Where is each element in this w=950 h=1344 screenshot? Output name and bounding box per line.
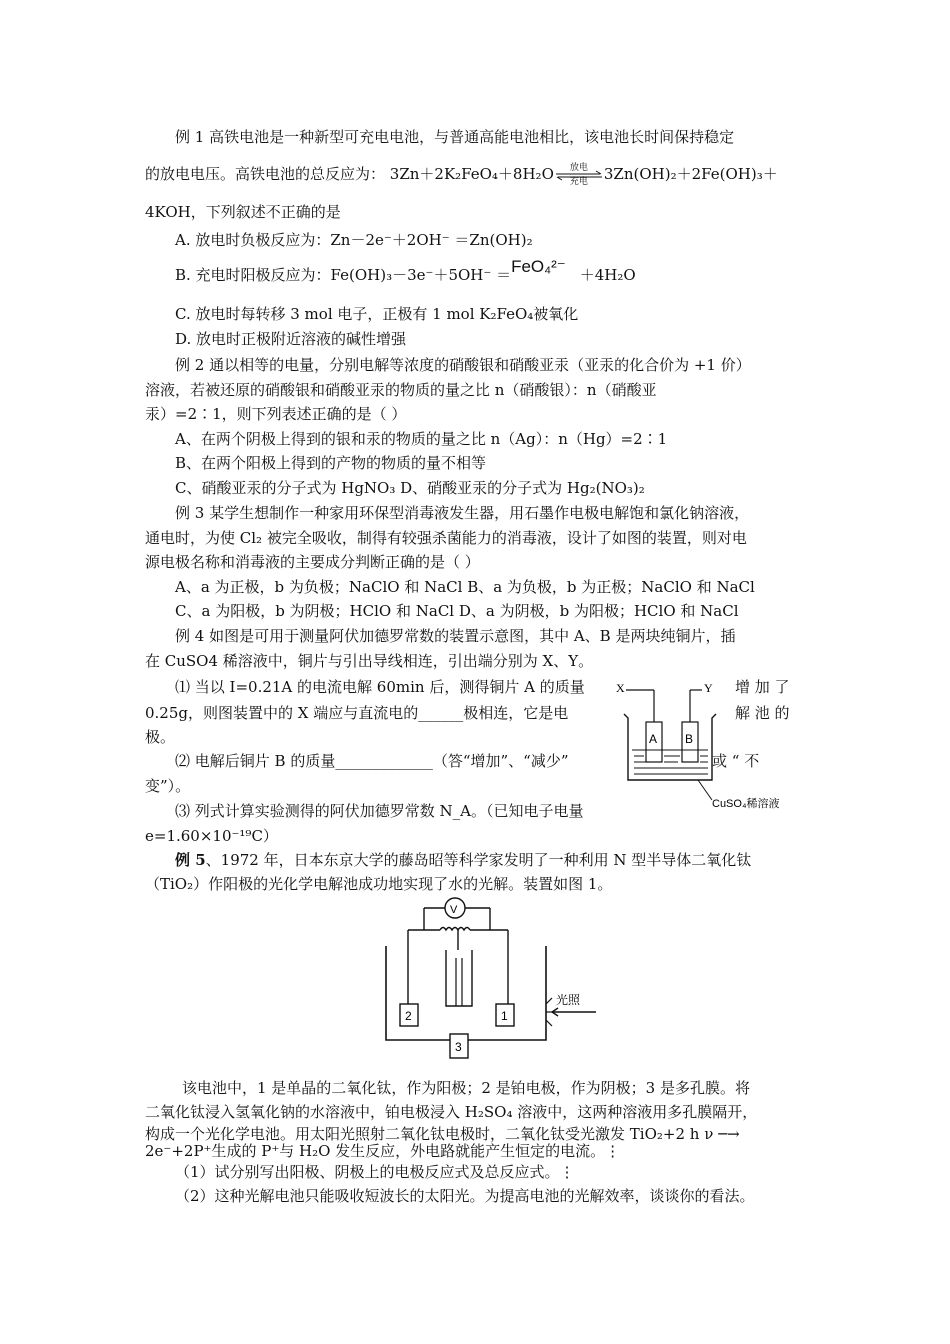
ex1-option-c: C. 放电时每转移 3 mol 电子，正极有 1 mol K₂FeO₄被氧化 <box>175 305 579 323</box>
ex3-option-cd: C、a 为阳极，b 为阴极；HClO 和 NaCl D、a 为阴极，b 为阳极；HClO 和 NaCl <box>175 602 739 620</box>
ex5-question-1: （1）试分别写出阳极、阴极上的电极反应式及总反应式。⋮ <box>175 1163 575 1181</box>
solution-label: CuSO₄稀溶液 <box>712 798 780 810</box>
ex4-q1-line1-right: 增 加 了 <box>735 678 790 696</box>
electrode-1-label: 1 <box>501 1009 508 1023</box>
ex2-option-cd: C、硝酸亚汞的分子式为 HgNO₃ D、硝酸亚汞的分子式为 Hg₂(NO₃)₂ <box>175 479 645 497</box>
ex4-q1-line2-right: 解 池 的 <box>735 704 790 722</box>
ex5-line1 <box>175 850 855 870</box>
ex1-line1: 例 1 高铁电池是一种新型可充电电池，与普通高能电池相比，该电池长时间保持稳定 <box>175 128 735 146</box>
ex5-title: 例 5 <box>175 851 206 869</box>
arrow-label-discharge: 放电 <box>569 163 588 173</box>
ex4-q2-line1: ⑵ 电解后铜片 B 的质量_____________（答“增加”、“减少” <box>175 752 569 770</box>
ex5-para-line3: 构成一个光化学电池。用太阳光照射二氧化钛电极时，二氧化钛受光激发 TiO₂+2 h ν ─→ <box>145 1125 740 1143</box>
ex1-option-b-left: B. 充电时阳极反应为：Fe(OH)₃－3e⁻＋5OH⁻ ＝ <box>175 266 512 284</box>
ex2-line3: 汞）=2∶1，则下列表述正确的是（ ） <box>145 405 407 423</box>
ex1-equation-left: 的放电电压。高铁电池的总反应为： 3Zn＋2K₂FeO₄＋8H₂O <box>145 165 554 183</box>
ex5-para-line1: 该电池中，1 是单晶的二氧化钛，作为阳极；2 是铂电极，作为阴极；3 是多孔膜。将 <box>182 1079 750 1097</box>
ex3-line1: 例 3 某学生想制作一种家用环保型消毒液发生器，用石墨作电极电解饱和氯化钠溶液， <box>175 504 750 522</box>
terminal-y-label: Y <box>704 681 713 695</box>
photoelectrochemical-cell-figure <box>380 888 600 1064</box>
ex4-line1: 例 4 如图是可用于测量阿伏加德罗常数的装置示意图，其中 A、B 是两块纯铜片，插 <box>175 627 736 645</box>
ex5-line2: （TiO₂）作阳极的光化学电解池成功地实现了水的光解。装置如图 1。 <box>145 875 613 893</box>
arrow-label-charge: 充电 <box>569 177 588 187</box>
ex4-q3-line2: e=1.60×10⁻¹⁹C） <box>145 827 278 845</box>
ex4-q1-line3: 极。 <box>145 728 176 746</box>
reversible-arrow-icon <box>554 165 604 185</box>
ex2-line1: 例 2 通以相等的电量，分别电解等浓度的硝酸银和硝酸亚汞（亚汞的化合价为 +1 价） <box>175 356 751 374</box>
voltmeter-label: V <box>450 904 458 916</box>
ex4-q3-line1: ⑶ 列式计算实验测得的阿伏加德罗常数 N_A。（已知电子电量 <box>175 802 584 820</box>
ex4-q1-line2: 0.25g，则图装置中的 X 端应与直流电的______极相连，它是电 <box>145 704 569 722</box>
plate-a-label: A <box>649 732 658 746</box>
ferrate-ion: FeO₄²⁻ <box>511 257 566 276</box>
ex1-option-a: A. 放电时负极反应为：Zn－2e⁻＋2OH⁻ ＝Zn(OH)₂ <box>175 231 533 249</box>
ex3-line3: 源电极名称和消毒液的主要成分判断正确的是（ ） <box>145 553 480 571</box>
terminal-x-label: X <box>616 681 625 695</box>
ex3-line2: 通电时，为使 Cl₂ 被完全吸收，制得有较强杀菌能力的消毒液，设计了如图的装置，则对电 <box>145 529 747 547</box>
ex1-line2 <box>145 164 825 185</box>
beaker-icon <box>624 714 716 780</box>
ex1-option-b <box>175 257 855 285</box>
ex3-option-ab: A、a 为正极，b 为负极；NaClO 和 NaCl B、a 为负极，b 为正极；NaClO 和 NaCl <box>175 578 755 596</box>
ex1-option-b-right: ＋4H₂O <box>579 266 636 284</box>
electrode-2-label: 2 <box>405 1009 412 1023</box>
membrane-3-label: 3 <box>455 1040 462 1054</box>
plate-b-label: B <box>685 732 694 746</box>
ex4-line2: 在 CuSO4 稀溶液中，铜片与引出导线相连，引出端分别为 X、Y。 <box>145 652 594 670</box>
ex5-para-line2: 二氧化钛浸入氢氧化钠的水溶液中，铂电极浸入 H₂SO₄ 溶液中，这两种溶液用多孔膜隔开， <box>145 1103 758 1121</box>
ex5-line1-text: 、1972 年，日本东京大学的藤岛昭等科学家发明了一种利用 N 型半导体二氧化钛 <box>205 851 752 869</box>
ex1-equation-right: 3Zn(OH)₂＋2Fe(OH)₃＋ <box>603 165 778 183</box>
ex4-q2-line2: 变”）。 <box>145 777 191 795</box>
ex5-question-2: （2）这种光解电池只能吸收短波长的太阳光。为提高电池的光解效率，谈谈你的看法。 <box>175 1187 755 1205</box>
ex5-para-line4: 2e⁻+2P⁺生成的 P⁺与 H₂O 发生反应，外电路就能产生恒定的电流。⋮ <box>145 1142 621 1160</box>
ex2-option-a: A、在两个阴极上得到的银和汞的物质的量之比 n（Ag）：n（Hg）=2∶1 <box>175 430 668 448</box>
ex1-line3: 4KOH，下列叙述不正确的是 <box>145 203 341 221</box>
light-label: 光照 <box>556 993 581 1007</box>
resistor-icon <box>440 928 470 931</box>
ex1-option-d: D. 放电时正极附近溶液的碱性增强 <box>175 330 407 348</box>
ex4-q2-line1-right: 或 “ 不 <box>712 752 760 770</box>
ex4-q1-line1: ⑴ 当以 I=0.21A 的电流电解 60min 后，测得铜片 A 的质量 <box>175 678 585 696</box>
ex2-line2: 溶液，若被还原的硝酸银和硝酸亚汞的物质的量之比 n（硝酸银）：n（硝酸亚 <box>145 381 657 399</box>
ex2-option-b: B、在两个阳极上得到的产物的物质的量不相等 <box>175 454 487 472</box>
